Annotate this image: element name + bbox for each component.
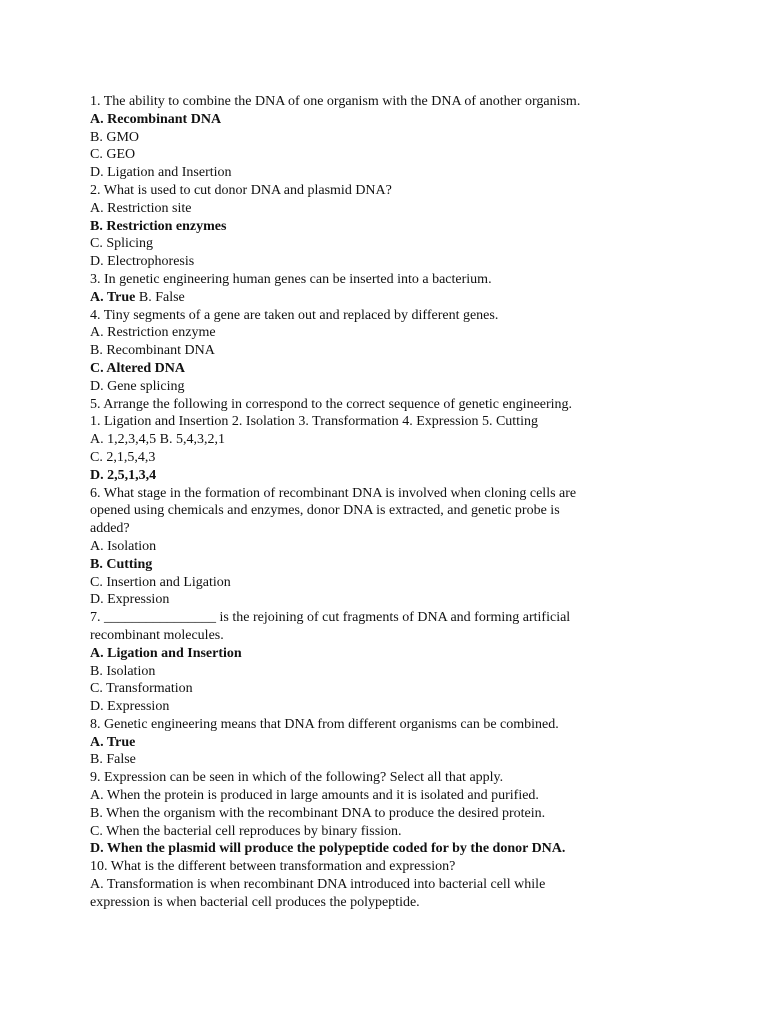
answer-5-d: D. 2,5,1,3,4 bbox=[90, 467, 157, 483]
answer-6-b: B. Cutting bbox=[90, 556, 153, 572]
answer-7-a: A. Ligation and Insertion bbox=[90, 645, 242, 661]
option-2-d: D. Electrophoresis bbox=[90, 254, 195, 270]
option-8-b: B. False bbox=[90, 752, 136, 768]
question-3: 3. In genetic engineering human genes can be inserted into a bacterium. bbox=[90, 271, 492, 287]
option-6-d: D. Expression bbox=[90, 592, 170, 608]
question-4: 4. Tiny segments of a gene are taken out and replaced by different genes. bbox=[90, 307, 499, 323]
option-9-c: C. When the bacterial cell reproduces by binary fission. bbox=[90, 823, 402, 839]
option-7-c: C. Transformation bbox=[90, 681, 193, 697]
options-5-a-b: A. 1,2,3,4,5 B. 5,4,3,2,1 bbox=[90, 432, 225, 448]
answer-10-a-line-1: A. Transformation is when recombinant DNA introduced into bacterial cell while bbox=[90, 877, 546, 893]
option-9-b: B. When the organism with the recombinant DNA to produce the desired protein. bbox=[90, 805, 546, 821]
option-1-c: C. GEO bbox=[90, 147, 136, 163]
option-5-c: C. 2,1,5,4,3 bbox=[90, 449, 156, 465]
answer-2-b: B. Restriction enzymes bbox=[90, 218, 227, 234]
question-5: 5. Arrange the following in correspond to the correct sequence of genetic engineering. bbox=[90, 396, 573, 412]
option-3-b: B. False bbox=[138, 289, 185, 305]
option-7-b: B. Isolation bbox=[90, 663, 156, 679]
option-1-d: D. Ligation and Insertion bbox=[90, 165, 232, 181]
option-4-d: D. Gene splicing bbox=[90, 378, 185, 394]
answer-10-a-line-2: expression is when bacterial cell produces the polypeptide. bbox=[90, 894, 420, 910]
answer-8-a: A. True bbox=[90, 734, 136, 750]
question-9: 9. Expression can be seen in which of the following? Select all that apply. bbox=[90, 770, 504, 786]
answer-1-a: A. Recombinant DNA bbox=[90, 111, 222, 127]
answer-4-c: C. Altered DNA bbox=[90, 360, 186, 376]
option-7-d: D. Expression bbox=[90, 699, 170, 715]
question-10: 10. What is the different between transformation and expression? bbox=[90, 859, 456, 875]
question-6-line-2: opened using chemicals and enzymes, donor DNA is extracted, and genetic probe is bbox=[90, 503, 560, 519]
option-4-a: A. Restriction enzyme bbox=[90, 325, 216, 341]
question-8: 8. Genetic engineering means that DNA from different organisms can be combined. bbox=[90, 716, 559, 732]
question-7-line-2: recombinant molecules. bbox=[90, 627, 224, 643]
question-6-line-1: 6. What stage in the formation of recombinant DNA is involved when cloning cells are bbox=[90, 485, 577, 501]
option-2-a: A. Restriction site bbox=[90, 200, 192, 216]
question-7-line-1: 7. ________________ is the rejoining of cut fragments of DNA and forming artificial bbox=[90, 610, 571, 626]
option-4-b: B. Recombinant DNA bbox=[90, 343, 215, 359]
options-3 bbox=[90, 289, 730, 307]
question-5-items: 1. Ligation and Insertion 2. Isolation 3. Transformation 4. Expression 5. Cutting bbox=[90, 414, 538, 430]
option-6-a: A. Isolation bbox=[90, 538, 157, 554]
quiz-document bbox=[90, 93, 730, 912]
option-1-b: B. GMO bbox=[90, 129, 140, 145]
question-1: 1. The ability to combine the DNA of one organism with the DNA of another organism. bbox=[90, 94, 581, 109]
answer-9-d: D. When the plasmid will produce the polypeptide coded for by the donor DNA. bbox=[90, 841, 566, 857]
question-2: 2. What is used to cut donor DNA and plasmid DNA? bbox=[90, 182, 392, 198]
option-2-c: C. Splicing bbox=[90, 236, 154, 252]
answer-3-a: A. True bbox=[90, 289, 136, 305]
option-6-c: C. Insertion and Ligation bbox=[90, 574, 231, 590]
question-6-line-3: added? bbox=[90, 521, 130, 537]
option-9-a: A. When the protein is produced in large amounts and it is isolated and purified. bbox=[90, 788, 539, 804]
